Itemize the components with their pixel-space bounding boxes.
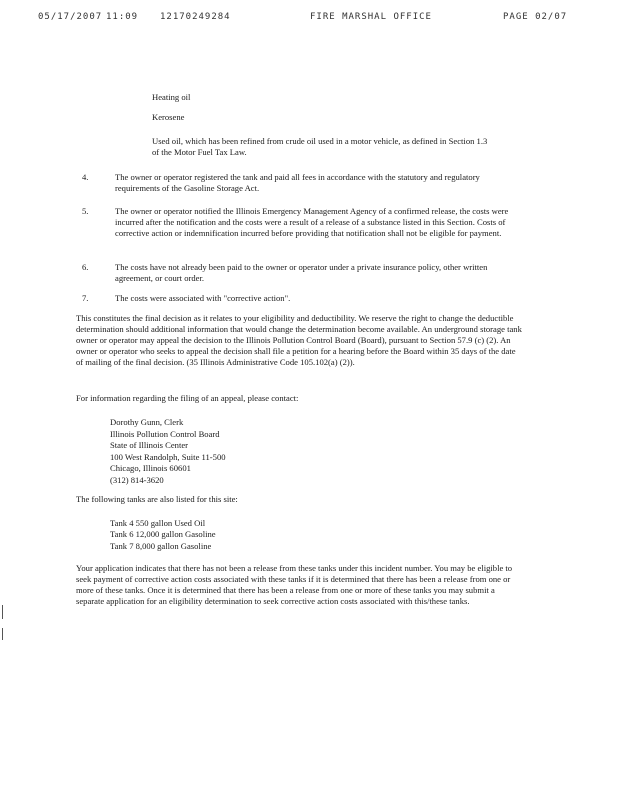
fuel-type-heating-oil: Heating oil	[152, 92, 191, 102]
item-number: 6.	[82, 262, 89, 272]
fuel-type-used-oil: Used oil, which has been refined from crude oil used in a motor vehicle, as defined in Section 1.3 of the Motor Fuel Tax Law.	[152, 136, 488, 158]
item-text: The owner or operator notified the Illinois Emergency Management Agency of a confirmed release, the costs were incurred after the notification and the costs were a result of a release of a substance listed in this Section. Costs of corrective action or indemnification incurred before providing that notification shall not be eligible for payment.	[115, 206, 509, 238]
contact-address	[110, 417, 226, 487]
tank-item: Tank 7 8,000 gallon Gasoline	[110, 540, 212, 551]
item-number: 4.	[82, 172, 89, 182]
address-line: Illinois Pollution Control Board	[110, 428, 220, 439]
criteria-item-6	[82, 262, 522, 284]
item-number: 7.	[82, 293, 89, 303]
final-decision-paragraph: This constitutes the final decision as it relates to your eligibility and deductibility. We reserve the right to change the deductible determination should additional information that would change the determination become available. An underground storage tank owner or operator may appeal the decision to the Illinois Pollution Control Board (Board), pursuant to Section 57.9 (c) (2). An owner or operator who seeks to appeal the decision shall file a petition for a hearing before the Board within 35 days of the date of mailing of the final decision. (35 Illinois Administrative Code 105.102(a) (2)).	[76, 313, 522, 367]
tank-item: Tank 6 12,000 gallon Gasoline	[110, 529, 216, 540]
address-line: (312) 814-3620	[110, 474, 164, 485]
item-text: The owner or operator registered the tank and paid all fees in accordance with the statutory and regulatory requirements of the Gasoline Storage Act.	[115, 172, 480, 193]
tanks-intro: The following tanks are also listed for this site:	[76, 494, 238, 504]
fax-time: 11:09	[106, 12, 139, 22]
address-line: Chicago, Illinois 60601	[110, 463, 191, 474]
fax-office: FIRE MARSHAL OFFICE	[310, 12, 432, 22]
address-line: Dorothy Gunn, Clerk	[110, 417, 184, 427]
contact-intro: For information regarding the filing of an appeal, please contact:	[76, 393, 299, 403]
scan-margin-mark	[2, 628, 3, 640]
fax-date: 05/17/2007	[38, 12, 103, 22]
item-text: The costs have not already been paid to the owner or operator under a private insurance policy, other written agreement, or court order.	[115, 262, 488, 283]
criteria-item-5	[82, 206, 522, 239]
address-line: State of Illinois Center	[110, 440, 189, 451]
fax-header	[0, 12, 618, 26]
tank-list	[110, 518, 216, 552]
scan-margin-mark	[2, 605, 3, 619]
item-number: 5.	[82, 206, 89, 216]
fax-page-number: PAGE 02/07	[503, 12, 568, 22]
release-paragraph: Your application indicates that there has not been a release from these tanks under this incident number. You may be eligible to seek payment of corrective action costs associated with these tanks if it is determined that there has been a release from one or more of these tanks. Once it is determined that there has been a release from one or more of these tanks you may submit a separate application for an eligibility determination to seek corrective action costs associated with this/these tanks.	[76, 563, 513, 606]
fax-phone: 12170249284	[160, 12, 231, 22]
fuel-type-kerosene: Kerosene	[152, 112, 185, 122]
criteria-item-7	[82, 293, 522, 304]
tank-item: Tank 4 550 gallon Used Oil	[110, 518, 206, 528]
criteria-item-4	[82, 172, 522, 194]
item-text: The costs were associated with "corrective action".	[115, 293, 291, 303]
address-line: 100 West Randolph, Suite 11-500	[110, 451, 226, 462]
